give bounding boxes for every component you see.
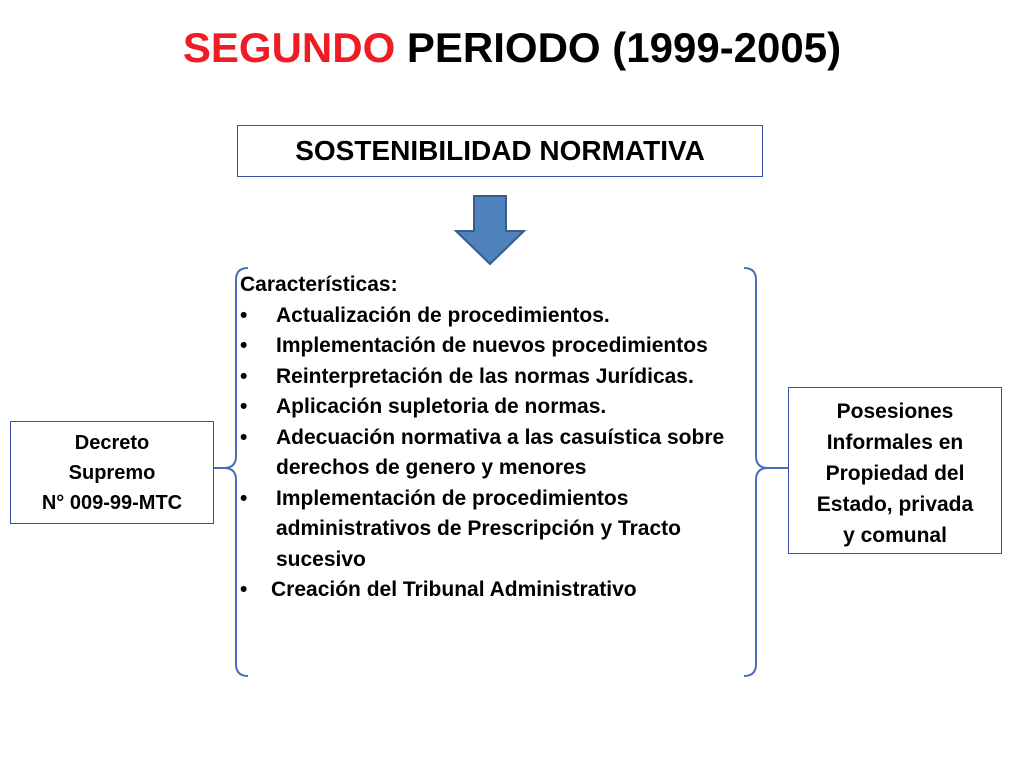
characteristics-list bbox=[240, 270, 760, 606]
list-item-text: Implementación de nuevos procedimientos bbox=[276, 334, 708, 357]
result-line: Estado, privada bbox=[816, 493, 974, 516]
page-title bbox=[0, 20, 1024, 76]
bullet: • bbox=[240, 364, 248, 388]
result-line: Posesiones bbox=[836, 400, 954, 423]
list-item-text: Implementación de procedimientos administrativos de Prescripción y Tracto sucesivo bbox=[276, 486, 681, 571]
list-item-text: Reinterpretación de las normas Jurídicas. bbox=[276, 364, 694, 388]
bullet: • bbox=[240, 486, 248, 510]
subtitle-box bbox=[237, 125, 763, 177]
title-accent: SEGUNDO bbox=[182, 24, 396, 71]
bullet: • bbox=[240, 395, 248, 418]
decree-line: N° 009-99-MTC bbox=[41, 492, 183, 514]
characteristics-heading: Características: bbox=[240, 273, 398, 296]
list-item-text: Actualización de procedimientos. bbox=[276, 303, 610, 327]
decree-line: Decreto bbox=[74, 432, 150, 454]
list-item bbox=[240, 331, 760, 362]
bullet: • bbox=[240, 334, 248, 357]
result-box bbox=[788, 387, 1002, 554]
subtitle-text: SOSTENIBILIDAD NORMATIVA bbox=[295, 135, 705, 166]
decree-box bbox=[10, 421, 214, 524]
result-line: Propiedad del bbox=[825, 462, 965, 485]
list-item-text: Creación del Tribunal Administrativo bbox=[271, 578, 637, 601]
bullet: • bbox=[240, 303, 248, 327]
list-item bbox=[240, 575, 760, 606]
bullet: • bbox=[240, 578, 248, 601]
list-item bbox=[240, 392, 760, 423]
list-item-text: Adecuación normativa a las casuística sobre derechos de genero y menores bbox=[276, 425, 725, 479]
title-rest: PERIODO (1999-2005) bbox=[406, 24, 842, 71]
result-line: Informales en bbox=[826, 431, 964, 454]
list-item bbox=[240, 362, 760, 393]
list-item bbox=[240, 484, 760, 576]
list-item bbox=[240, 423, 760, 484]
bullet: • bbox=[240, 425, 248, 449]
result-line: y comunal bbox=[843, 524, 947, 547]
decree-line: Supremo bbox=[68, 462, 156, 484]
down-arrow-icon bbox=[456, 196, 524, 264]
list-item-text: Aplicación supletoria de normas. bbox=[276, 395, 607, 418]
list-item bbox=[240, 301, 760, 332]
